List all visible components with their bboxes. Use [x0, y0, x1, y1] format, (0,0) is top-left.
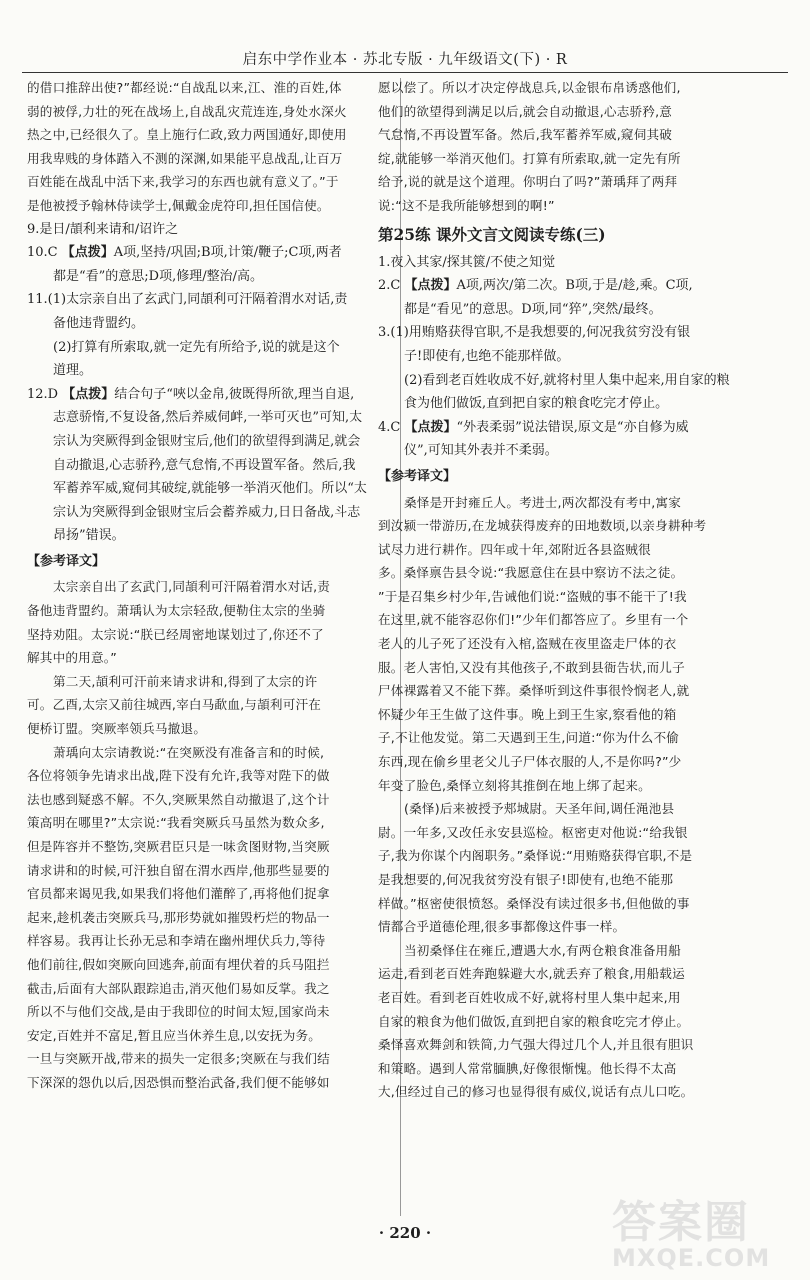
header-rule: [22, 72, 788, 73]
continued-translation-left: [27, 76, 391, 218]
text-line: 安定,百姓并不富足,暂且应当休养生息,以安抚为务。: [27, 1027, 322, 1043]
text-line: 愿以偿了。所以才决定停战息兵,以金银布帛诱惑他们,: [378, 80, 681, 95]
answer-3-1: 3.(1)用贿赂获得官职,不是我想要的,何况我贫穷没有银: [378, 325, 691, 341]
text-line: 子,我为你谋个内阁职务。”桑怿说:“用贿赂获得官职,不是: [378, 848, 693, 864]
tip-marker: 【点拨】: [404, 419, 457, 435]
text-line: 气怠惰,不再设置军备。然后,我军蓄养军威,窥伺其破: [378, 127, 673, 143]
text-line: 和策略。遇到人常常腼腆,好像很惭愧。他长得不太高: [378, 1060, 677, 1076]
answer-12-line: 昂扬”错误。: [53, 528, 125, 544]
text-line: 绽,就能够一举消灭他们。打算有所索取,就一定先有所: [378, 150, 681, 166]
text-line: 坚持劝阻。太宗说:“朕已经周密地谋划过了,你还不了: [27, 626, 324, 642]
text-line: 可。乙酉,太宗又前往城西,宰白马歃血,与頡利可汗在: [27, 697, 322, 713]
text-line: 热之中,已经很久了。皇上施行仁政,致力两国通好,即使用: [27, 127, 347, 143]
text-line: 服。老人害怕,又没有其他孩子,不敢到县衙告状,而儿子: [378, 659, 685, 675]
text-line: 的借口推辞出使?”都经说:“自战乱以来,江、淮的百姓,体: [27, 80, 342, 95]
reference-translation-right: [378, 491, 778, 1104]
watermark-logo-text: 答案圈: [612, 1197, 750, 1248]
answer-3-2: (2)看到老百姓收成不好,就将村里人集中起来,用自家的粮: [404, 372, 730, 388]
text-line: 截击,后面有大部队跟踪追击,消灭他们易如反掌。我之: [27, 980, 330, 996]
text-line: 弱的被俘,力壮的死在战场上,自战乱灾荒连连,身处水深火: [27, 103, 347, 119]
tip-marker: 【点拨】: [404, 278, 457, 294]
tip-marker: 【点拨】: [62, 386, 115, 402]
text-line: 策高明在哪里?”太宗说:“我看突厥兵马虽然为数众多,: [27, 815, 325, 831]
answer-1: 1.夜入其家/探其篋/不使之知觉: [378, 254, 556, 270]
text-line: 子,不让他发觉。第二天遇到王生,问道:“你为什么不偷: [378, 730, 680, 746]
text-line: 多。桑怿禀告县令说:“我愿意住在县中察访不法之徒。: [378, 565, 684, 581]
continued-translation-right: [378, 76, 778, 218]
answer-4: 4.C 【点拨】“外表柔弱”说法错误,原文是“亦自修为威: [378, 419, 689, 435]
text-line: 是他被授予翰林侍读学士,佩戴金虎符印,担任国信使。: [27, 197, 330, 213]
text-line: 到汝颍一带游历,在龙城获得废弃的田地数顷,以亲身耕种考: [378, 518, 707, 534]
text-line: 东西,现在偷乡里老父儿子尸体衣服的人,不是你吗?”少: [378, 754, 682, 770]
text-line: 尸体裸露着又不能下葬。桑怿听到这件事很怜悯老人,就: [378, 683, 690, 699]
answer-12: 12.D 【点拨】结合句子“唊以金帛,彼既得所欲,理当自退,: [27, 386, 355, 402]
text-line: 解其中的用意。”: [27, 650, 117, 666]
text-line: ”于是召集乡村少年,告诫他们说:“盗贼的事不能干了!我: [378, 588, 687, 604]
page-number: · 220 ·: [378, 1224, 432, 1242]
answer-2-cont: 都是“看见”的意思。D项,同“猝”,突然/最终。: [404, 301, 662, 317]
answer-11-2: (2)打算有所索取,就一定先有所给予,说的就是这个: [53, 339, 340, 355]
text-line: 请求讲和的时候,可汗独自留在渭水西岸,他那些显要的: [27, 862, 330, 878]
answer-12-line: 志意骄惰,不复设备,然后养威伺衅,一举可灭也”可知,太: [53, 410, 363, 426]
text-line: 年变了脸色,桑怿立刻将其推倒在地上绑了起来。: [378, 777, 651, 793]
text-line: 运走,看到老百姓奔跑躲避大水,就丢弃了粮食,用船载运: [378, 966, 685, 982]
text-line: 样容易。我再让长孙无忌和李靖在幽州埋伏兵力,等待: [27, 933, 326, 949]
text-line: 试尽力进行耕作。四年或十年,郊附近各县盗贼很: [378, 541, 651, 557]
text-line: 尉。一年多,又改任永安县巡检。枢密吏对他说:“给我银: [378, 824, 688, 840]
text-line: 大,但经过自己的修习也显得很有威仪,说话有点儿口吃。: [378, 1084, 694, 1100]
answer-2: 2.C 【点拨】A项,两次/第二次。B项,于是/趁,乘。C项,: [378, 278, 693, 294]
text-line: 桑怿是开封雍丘人。考进士,两次都没有考中,寓家: [404, 494, 682, 510]
text-line: 怀疑少年王生做了这件事。晚上到王生家,察看他的箱: [378, 706, 677, 722]
answer-12-line: 宗认为突厥得到金银财宝后,他们的欲望得到满足,就会: [53, 433, 361, 449]
answer-11-2-cont: 道理。: [53, 363, 93, 379]
answer-11-1: 11.(1)太宗亲自出了玄武门,同頡利可汗隔着渭水对话,责: [27, 292, 348, 308]
answer-4-cont: 仪”,可知其外表并不柔弱。: [404, 443, 558, 459]
text-line: 桑怿喜欢舞剑和铁简,力气强大得过几个人,并且很有胆识: [378, 1037, 694, 1053]
answer-12-line: 军蓄养军威,窥伺其破绽,就能够一举消灭他们。所以“太: [53, 481, 367, 497]
text-line: 百姓能在战乱中活下来,我学习的东西也就有意义了。”于: [27, 174, 339, 190]
text-line: 老百姓。看到老百姓收成不好,就将村里人集中起来,用: [378, 989, 681, 1005]
text-line: 便桥订盟。突厥率领兵马撤退。: [27, 721, 207, 737]
answer-9: 9.是日/頡利来请和/诏许之: [27, 221, 179, 237]
running-header: 启东中学作业本 · 苏北专版 · 九年级语文(下) · R: [242, 52, 568, 68]
site-watermark: [612, 1186, 802, 1276]
tip-marker: 【点拨】: [61, 245, 114, 261]
text-line: 样做。”枢密使很愤怒。桑怿没有读过很多书,但他做的事: [378, 895, 690, 911]
reference-translation-heading: 【参考译文】: [27, 553, 106, 569]
text-line: 他们的欲望得到满足以后,就会自动撤退,心志骄矜,意: [378, 103, 673, 119]
section-title: 第25练 课外文言文阅读专练(三): [378, 224, 606, 244]
answer-12-line: 自动撤退,心志骄矜,意气怠惰,不再设置军备。然后,我: [53, 457, 356, 473]
text-line: 给予,说的就是这个道理。你明白了吗?”萧瑀拜了两拜: [378, 174, 678, 190]
text-line: 官员都来谒见我,如果我们将他们灌醉了,再将他们捉拿: [27, 886, 330, 902]
answer-3-1-cont: 子!即使有,也绝不能那样做。: [404, 348, 570, 364]
reference-translation-heading: 【参考译文】: [378, 468, 457, 484]
answer-12-line: 宗认为突厥得到金银财宝后会蓄养威力,日日备战,斗志: [53, 504, 361, 520]
watermark-url: MXQE.COM: [612, 1244, 771, 1272]
text-line: 所以不与他们交战,是由于我即位的时间太短,国家尚未: [27, 1004, 330, 1020]
reference-translation-left: [27, 575, 391, 1094]
text-line: 情都合乎道德伦理,很多事都像这件事一样。: [378, 919, 626, 935]
text-line: 在这里,就不能容忍你们!”少年们都答应了。乡里有一个: [378, 612, 689, 628]
answer-3-2-cont: 食为他们做饭,直到把自家的粮食吃完才停止。: [404, 396, 669, 412]
text-line: 一旦与突厥开战,带来的损失一定很多;突厥在与我们结: [27, 1051, 330, 1067]
text-line: 是我想要的,何况我贫穷没有银子!即使有,也绝不能那: [378, 872, 674, 887]
text-line: 当初桑怿住在雍丘,遭遇大水,有两仓粮食准备用船: [404, 942, 682, 958]
text-line: 自家的粮食为他们做饭,直到把自家的粮食吃完才停止。: [378, 1013, 690, 1029]
text-line: 起来,趁机袭击突厥兵马,那形势就如摧毁朽烂的物品一: [27, 909, 330, 925]
text-line: 法也感到疑惑不解。不久,突厥果然自动撤退了,这个计: [27, 791, 330, 807]
text-line: 太宗亲自出了玄武门,同頡利可汗隔着渭水对话,责: [53, 579, 331, 595]
text-line: 用我卑贱的身体踏入不测的深渊,如果能平息战乱,让百万: [27, 150, 343, 166]
text-line: 说:“这不是我所能够想到的啊!”: [378, 197, 555, 213]
text-line: 但是阵容并不整饬,突厥君臣只是一味贪图财物,当突厥: [27, 839, 330, 854]
text-line: 他们前往,假如突厥向回逃奔,前面有埋伏着的兵马阻拦: [27, 956, 330, 972]
answer-10-cont: 都是“看”的意思;D项,修理/整治/高。: [53, 268, 263, 284]
text-line: 备他违背盟约。萧瑀认为太宗轻敌,便勒住太宗的坐骑: [27, 603, 326, 619]
text-line: 第二天,頡利可汗前来请求讲和,得到了太宗的许: [53, 673, 318, 689]
text-line: 老人的儿子死了还没有入棺,盗贼在夜里盗走尸体的衣: [378, 636, 677, 652]
text-line: 萧瑀向太宗请教说:“在突厥没有准备言和的时候,: [53, 744, 325, 760]
text-line: 各位将领争先请求出战,陛下没有允许,我等对陛下的做: [27, 768, 330, 784]
text-line: (桑怿)后来被授予郏城尉。天圣年间,调任渑池县: [404, 801, 675, 817]
left-column: [27, 76, 391, 1095]
right-column: [378, 76, 778, 1104]
answer-11-1-cont: 备他违背盟约。: [53, 315, 145, 331]
text-line: 下深深的怨仇以后,因恐惧而整治武备,我们便不能够如: [27, 1074, 330, 1090]
answer-10: 10.C 【点拨】A项,坚持/巩固;B项,计策/鞭子;C项,两者: [27, 245, 342, 261]
